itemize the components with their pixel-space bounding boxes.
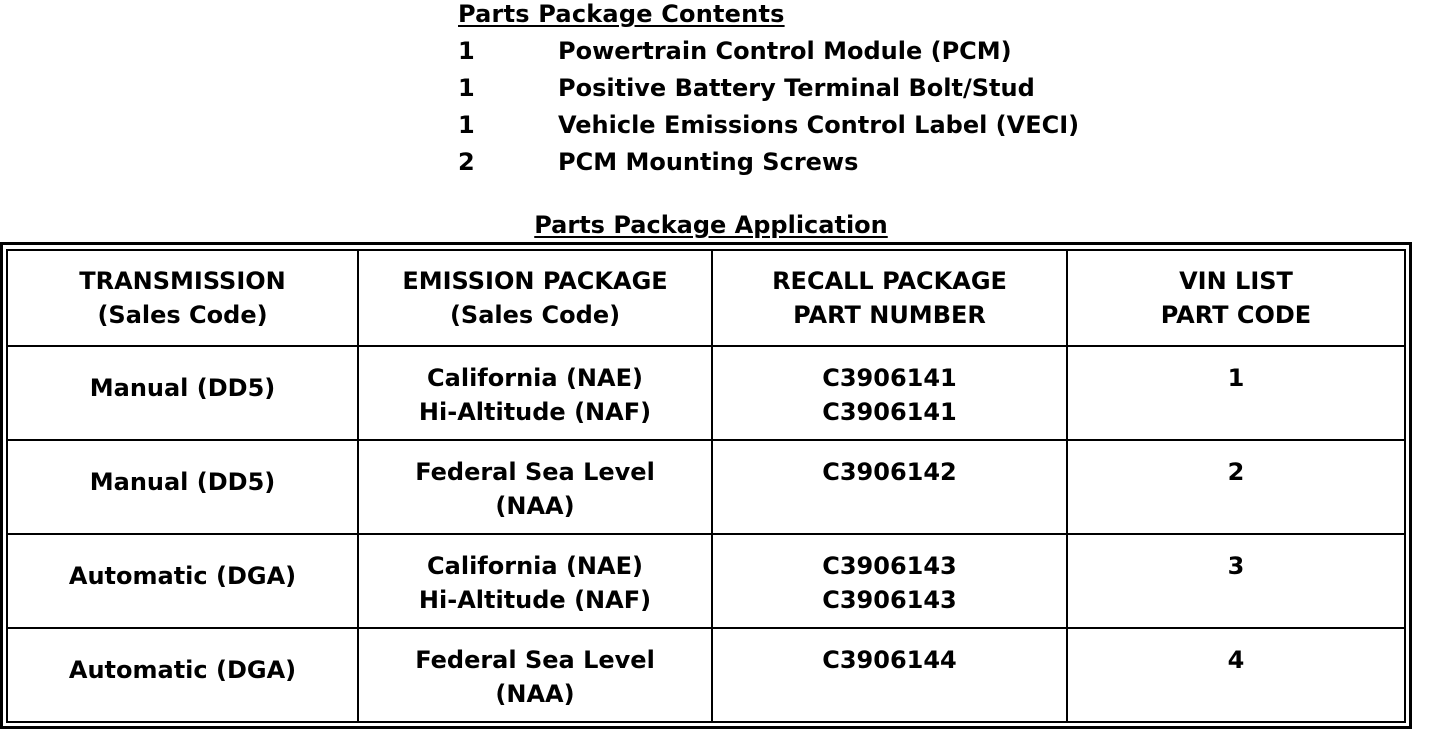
- contents-title: Parts Package Contents: [458, 0, 785, 28]
- cell-transmission: Manual (DD5): [7, 346, 358, 440]
- contents-list: [458, 32, 1079, 180]
- contents-item: [458, 32, 1079, 69]
- contents-desc: Positive Battery Terminal Bolt/Stud: [558, 73, 1035, 102]
- cell-part-number: C3906142: [712, 440, 1067, 534]
- table-row: [7, 628, 1405, 722]
- cell-emission: Federal Sea Level (NAA): [358, 440, 712, 534]
- cell-emission: California (NAE) Hi-Altitude (NAF): [358, 346, 712, 440]
- cell-transmission: Automatic (DGA): [7, 534, 358, 628]
- header-emission-package: EMISSION PACKAGE (Sales Code): [358, 250, 712, 346]
- contents-desc: Powertrain Control Module (PCM): [558, 36, 1012, 65]
- application-table: [6, 249, 1406, 723]
- application-table-frame: [0, 242, 1412, 729]
- cell-part-number: C3906143 C3906143: [712, 534, 1067, 628]
- contents-qty: 1: [458, 36, 475, 65]
- cell-emission: California (NAE) Hi-Altitude (NAF): [358, 534, 712, 628]
- cell-transmission: Automatic (DGA): [7, 628, 358, 722]
- cell-part-number: C3906144: [712, 628, 1067, 722]
- header-recall-package: RECALL PACKAGE PART NUMBER: [712, 250, 1067, 346]
- table-header-row: [7, 250, 1405, 346]
- contents-desc: Vehicle Emissions Control Label (VECI): [558, 110, 1080, 139]
- contents-item: [458, 69, 1079, 106]
- cell-part-code: 3: [1067, 534, 1405, 628]
- cell-transmission: Manual (DD5): [7, 440, 358, 534]
- contents-qty: 2: [458, 147, 475, 176]
- contents-item: [458, 106, 1079, 143]
- cell-part-code: 2: [1067, 440, 1405, 534]
- cell-part-code: 4: [1067, 628, 1405, 722]
- table-row: [7, 534, 1405, 628]
- cell-part-code: 1: [1067, 346, 1405, 440]
- contents-qty: 1: [458, 110, 475, 139]
- contents-item: [458, 143, 1079, 180]
- contents-desc: PCM Mounting Screws: [558, 147, 859, 176]
- header-transmission: TRANSMISSION (Sales Code): [7, 250, 358, 346]
- header-vin-list: VIN LIST PART CODE: [1067, 250, 1405, 346]
- cell-part-number: C3906141 C3906141: [712, 346, 1067, 440]
- application-title: Parts Package Application: [534, 211, 888, 239]
- table-row: [7, 346, 1405, 440]
- cell-emission: Federal Sea Level (NAA): [358, 628, 712, 722]
- contents-qty: 1: [458, 73, 475, 102]
- table-row: [7, 440, 1405, 534]
